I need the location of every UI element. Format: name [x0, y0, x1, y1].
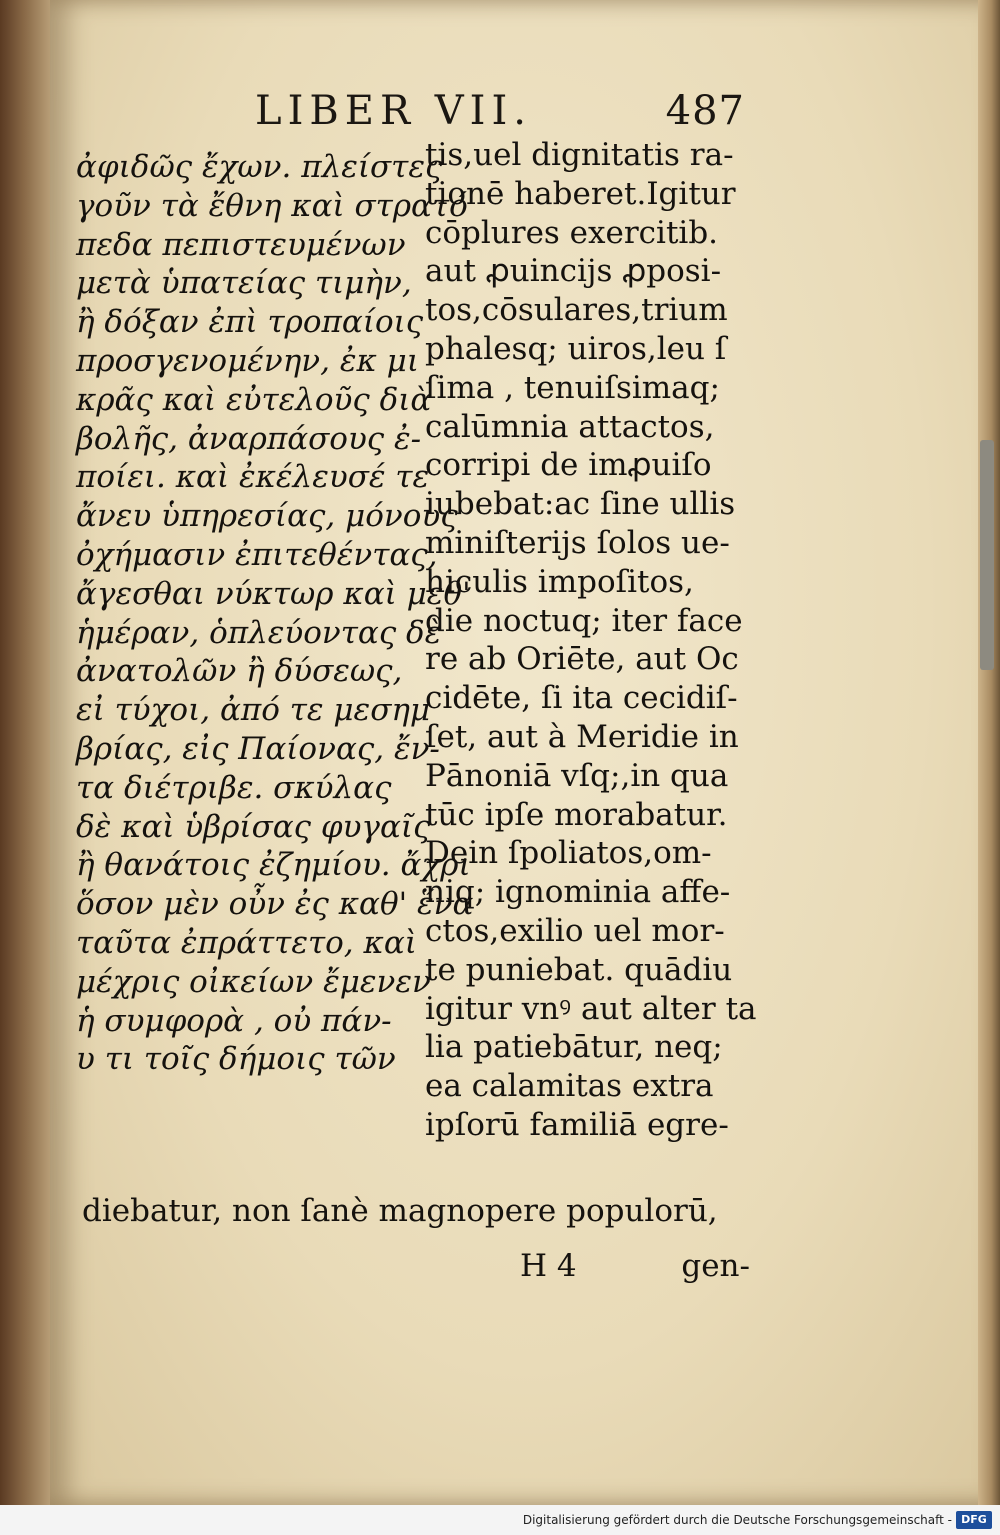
folio-number: 487 — [665, 88, 745, 134]
greek-line: ἢ δόξαν ἐπὶ τροπαίοις — [76, 304, 424, 341]
latin-line: die noctuq; iter face — [425, 602, 743, 639]
latin-line: Pānoniā vſq;,in qua — [425, 757, 729, 794]
latin-line: corripi de imꝓuiſo — [425, 447, 712, 484]
latin-line: tos,cōsulares,trium — [425, 292, 728, 329]
latin-line: hiculis impoſitos, — [425, 563, 694, 600]
greek-line: ἡμέραν, ὁπλεύοντας δὲ — [76, 614, 442, 651]
running-head-title: LIBER VII. — [255, 88, 532, 134]
latin-line: tis,uel dignitatis ra- — [425, 137, 734, 173]
latin-line: calūmnia attactos, — [425, 408, 715, 445]
greek-line: τα διέτριβε. σκύλας — [76, 769, 392, 806]
greek-line: πεδα πεπιστευμένων — [76, 226, 406, 263]
latin-line: te puniebat. quādiu — [425, 951, 733, 988]
latin-line: igitur vnꝰ aut alter ta — [425, 990, 757, 1027]
greek-line: ἢ θανάτοις ἐζημίου. ἄχρι — [76, 847, 471, 884]
latin-line: ſet, aut à Meridie in — [425, 718, 739, 755]
greek-text-column — [76, 148, 474, 1079]
greek-line: μέχρις οἰκείων ἔμενεν — [76, 963, 431, 1000]
latin-line: cōplures exercitib. — [425, 214, 719, 251]
page-fore-edge — [978, 0, 1000, 1505]
signature-mark: H 4 — [520, 1248, 577, 1284]
latin-line: tūc ipſe morabatur. — [425, 796, 728, 833]
greek-line: ἡ συμφορὰ , οὐ πάν- — [76, 1002, 392, 1039]
latin-line: re ab Oriēte, aut Oc — [425, 641, 739, 678]
latin-line: Dein ſpoliatos,om- — [425, 835, 712, 872]
funding-credit: Digitalisierung gefördert durch die Deutsche Forschungsgemeinschaft - — [522, 1513, 952, 1527]
latin-text-column — [425, 136, 757, 1145]
latin-line: cidēte, ſi ita cecidiſ- — [425, 680, 738, 717]
greek-line: προσγενομένην, ἐκ μι — [76, 342, 419, 379]
greek-line: υ τι τοῖς δήμοις τῶν — [76, 1041, 396, 1078]
greek-line: κρᾶς καὶ εὐτελοῦς διὰ — [76, 381, 432, 418]
catchword-line — [520, 1248, 750, 1288]
latin-line: ctos,exilio uel mor- — [425, 912, 725, 949]
greek-line: ὅσον μὲν οὖν ἐς καθ' ἕνα — [76, 886, 474, 923]
catchword: gen- — [681, 1248, 750, 1284]
latin-line: tionē haberet.Igitur — [425, 175, 736, 212]
greek-line: ἀνατολῶν ἢ δύσεως, — [76, 653, 403, 690]
greek-line: ποίει. καὶ ἐκέλευσέ τε — [76, 459, 430, 496]
latin-line: iubebat:ac ſine ullis — [425, 486, 736, 523]
greek-line: μετὰ ὑπατείας τιμὴν, — [76, 265, 412, 302]
latin-line: miniſterijs ſolos ue- — [425, 524, 730, 561]
latin-line: ea calamitas extra — [425, 1068, 714, 1105]
greek-line: εἰ τύχοι, ἀπό τε μεσημ — [76, 692, 431, 729]
greek-line: βολῆς, ἀναρπάσους ἐ- — [76, 420, 422, 457]
greek-line: ὀχήμασιν ἐπιτεθέντας, — [76, 536, 438, 573]
greek-line: γοῦν τὰ ἔθνη καὶ στρατό — [76, 187, 468, 224]
latin-line: aut ꝓuincijs ꝓposi- — [425, 253, 722, 290]
greek-line: ἄνευ ὑπηρεσίας, μόνους — [76, 498, 458, 535]
dfg-logo: DFG — [956, 1511, 992, 1529]
greek-line: ταῦτα ἐπράττετο, καὶ — [76, 924, 417, 961]
bookmark-ribbon — [980, 440, 994, 670]
greek-line: ἄγεσθαι νύκτωρ καὶ μεθ' — [76, 575, 471, 612]
greek-line: βρίας, εἰς Παίονας, ἔν- — [76, 730, 440, 767]
latin-line: phalesq; uiros,leu ſ — [425, 330, 727, 367]
greek-line: ἀφιδῶς ἔχων. πλείστες — [76, 149, 443, 185]
latin-line: lia patiebātur, neq; — [425, 1029, 723, 1066]
latin-line: ipſorū familiā egre- — [425, 1106, 729, 1143]
latin-line: ſima , tenuiſsimaq; — [425, 369, 720, 406]
full-width-text-line: diebatur, non ſanè magnopere populorū, — [82, 1193, 718, 1229]
running-head — [255, 88, 745, 138]
latin-line: niq; ignominia affe- — [425, 874, 731, 911]
greek-line: δὲ καὶ ὑβρίσας φυγαῖς — [76, 808, 431, 845]
digitization-footer — [0, 1505, 1000, 1535]
